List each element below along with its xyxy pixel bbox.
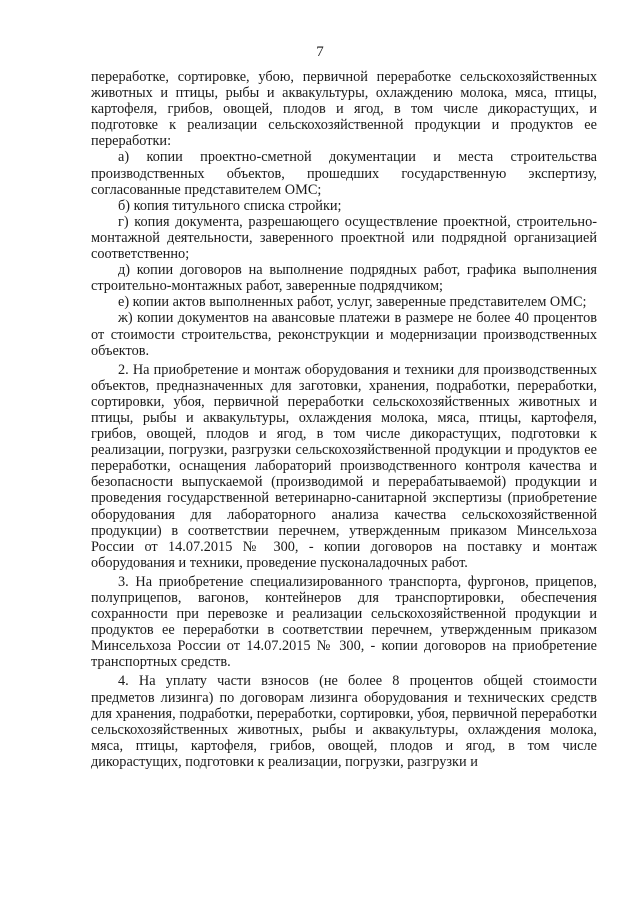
list-item-a: а) копии проектно-сметной документации и места строительства производственных объектов, прошедших государственную экспертизу, согласованные представителем ОМС;: [91, 149, 597, 198]
list-item-d: д) копии договоров на выполнение подрядных работ, графика выполнения строительно-монтажных работ, заверенные подрядчиком;: [91, 262, 597, 295]
list-item-e: е) копии актов выполненных работ, услуг, заверенные представителем ОМС;: [118, 294, 587, 311]
section-3-paragraph: 3. На приобретение специализированного транспорта, фургонов, прицепов, полуприцепов, вагонов, контейнеров для транспортировки, обеспечения сохранности при перевозке и реализации сельскохозяйственной продукции и продуктов ее переработки в соответствии перечнем, утвержденным приказом Минсельхоза России от 14.07.2015 № 300, - копии договоров на приобретение транспортных средств.: [91, 573, 597, 671]
section-4-paragraph: 4. На уплату части взносов (не более 8 процентов общей стоимости предметов лизинга) по договорам лизинга оборудования и технических средств для хранения, подработки, переработки, сортировки, убоя, первичной переработки сельскохозяйственных животных, рыбы и аквакультуры, охлаждения молока, мяса, птицы, картофеля, грибов, овощей, плодов и ягод, в том числе дикорастущих, подготовки к реализации, погрузки, разгрузки и: [91, 673, 597, 770]
paragraph-continuation: переработке, сортировке, убою, первичной переработке сельскохозяйственных животных и птицы, рыбы и аквакультуры, охлаждению молока, мяса, птицы, картофеля, грибов, овощей, плодов и ягод, в том числе дикорастущих, и подготовке к реализации сельскохозяйственной продукции и продуктов ее переработки:: [91, 69, 597, 150]
document-body: [91, 69, 597, 770]
list-item-b: б) копия титульного списка стройки;: [118, 197, 342, 214]
section-2-paragraph: 2. На приобретение и монтаж оборудования и техники для производственных объектов, предназначенных для заготовки, хранения, подработки, переработки, сортировки, убоя, первичной переработки сельскохозяйственных животных и птицы, рыбы и аквакультуры, охлаждения молока, мяса, птицы, картофеля, грибов, овощей, плодов и ягод, в том числе дикорастущих, подготовки к реализации, погрузки, разгрузки сельскохозяйственной продукции и продуктов ее переработки, оснащения лабораторий производственного контроля качества и безопасности выпускаемой (производимой и перерабатываемой) продукции и проведения государственной ветеринарно-санитарной экспертизы (приобретение оборудования для лабораторного анализа качества сельскохозяйственной продукции) в соответствии перечнем, утвержденным приказом Минсельхоза России от 14.07.2015 № 300, - копии договоров на поставку и монтаж оборудования и техники, проведение пусконаладочных работ.: [91, 361, 597, 571]
list-item-zh: ж) копии документов на авансовые платежи в размере не более 40 процентов от стоимости строительства, реконструкции и модернизации производственных объектов.: [91, 310, 597, 359]
list-item-g: г) копия документа, разрешающего осуществление проектной, строительно-монтажной деятельности, заверенного проектной или подрядной организацией соответственно;: [91, 213, 597, 263]
page-number: 7: [316, 44, 324, 60]
